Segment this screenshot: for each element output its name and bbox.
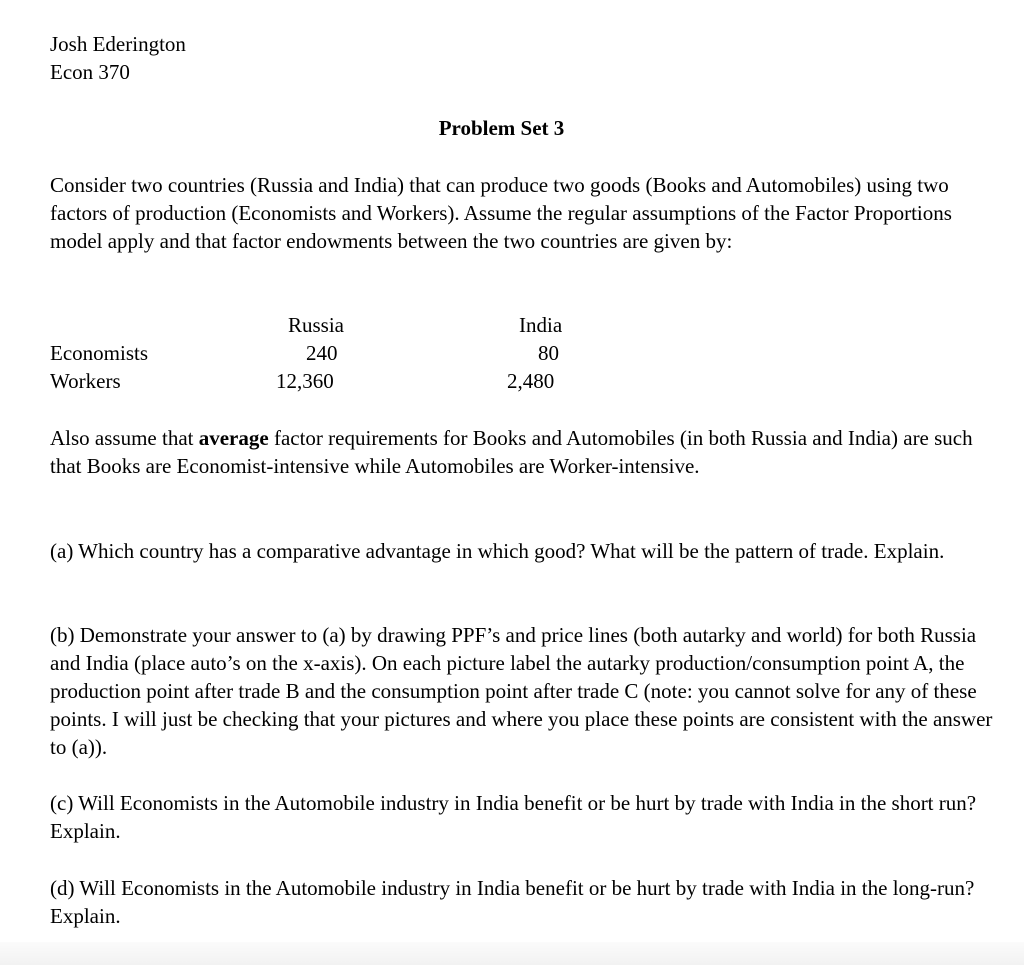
column-header-india: India [519, 313, 563, 337]
cell-india-workers: 2,480 [507, 369, 555, 393]
assumption-bold-word: average [198, 426, 269, 450]
course-name: Econ 370 [50, 60, 130, 84]
intro-paragraph: Consider two countries (Russia and India) that can produce two goods (Books and Automobiles) using two factors of production (Economists and Workers). Assume the regular assumptions of the Factor Proportions model apply and that factor endowments between the two countries are given by: [50, 173, 952, 253]
column-header-russia: Russia [288, 313, 345, 337]
cell-russia-economists: 240 [306, 341, 338, 365]
page-title [50, 114, 1000, 142]
cell-india-economists: 80 [538, 341, 559, 365]
assumption-text-before: Also assume that [50, 426, 199, 450]
question-d: (d) Will Economists in the Automobile industry in India benefit or be hurt by trade with India in the long-run? Explain. [50, 876, 975, 928]
cell-russia-workers: 12,360 [276, 369, 334, 393]
page-bottom-strip [0, 942, 1024, 965]
author-name: Josh Ederington [50, 32, 186, 56]
row-label-workers: Workers [50, 369, 121, 393]
assumption-text-after: factor requirements for Books and Automobiles (in both Russia and India) are such that Books are Economist-intensive while Automobiles are Worker-intensive. [50, 426, 973, 478]
document-page [50, 30, 1000, 928]
question-b: (b) Demonstrate your answer to (a) by drawing PPF’s and price lines (both autarky and world) for both Russia and India (place auto’s on the x-axis). On each picture label the autarky production/consumption point A, the production point after trade B and the consumption point after trade C (note: you cannot solve for any of these points. I will just be checking that your pictures and where you place these points are consistent with the answer to (a)). [50, 623, 993, 759]
title-text: Problem Set 3 [438, 116, 565, 140]
assumption-paragraph [50, 424, 995, 480]
question-c: (c) Will Economists in the Automobile industry in India benefit or be hurt by trade with India in the short run? Explain. [50, 791, 977, 843]
row-label-economists: Economists [50, 341, 148, 365]
question-a: (a) Which country has a comparative advantage in which good? What will be the pattern of trade. Explain. [50, 539, 945, 563]
endowment-table [50, 311, 650, 395]
